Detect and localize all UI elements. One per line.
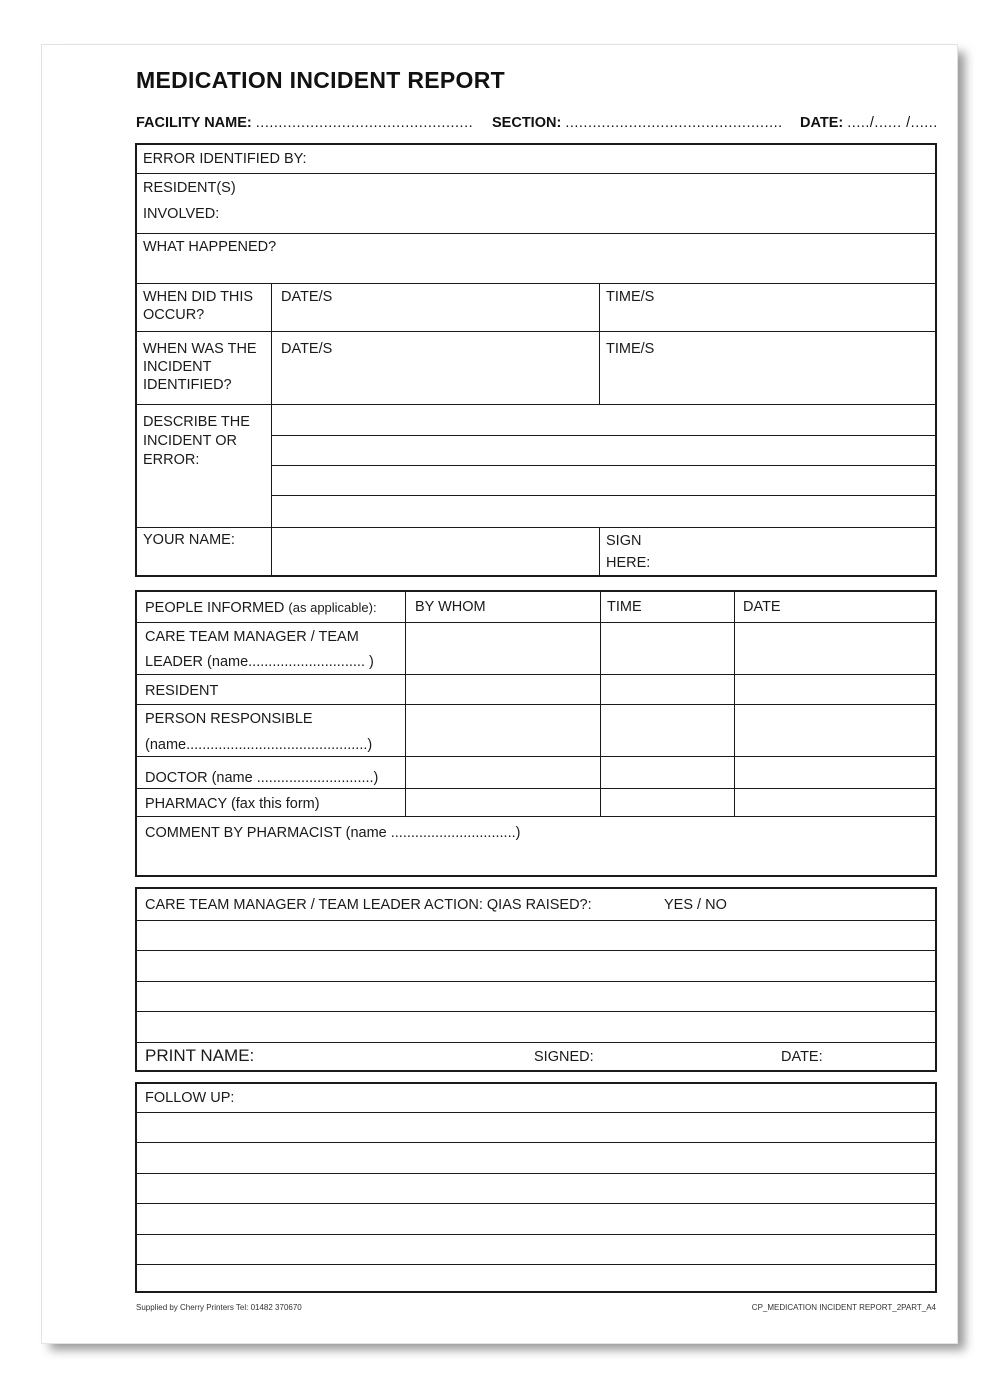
people-informed-box <box>135 590 937 877</box>
action-line[interactable] <box>137 1011 935 1012</box>
divider <box>137 331 935 332</box>
action-line[interactable] <box>137 981 935 982</box>
describe-line[interactable] <box>271 435 935 436</box>
divider <box>137 404 935 405</box>
divider <box>137 233 935 234</box>
divider <box>137 173 935 174</box>
form-code: CP_MEDICATION INCIDENT REPORT_2PART_A4 <box>751 1303 936 1312</box>
action-date-label: DATE: <box>781 1049 823 1065</box>
action-line[interactable] <box>137 950 935 951</box>
person-responsible-label-line1: PERSON RESPONSIBLE <box>145 711 313 727</box>
sign-here-label-line1: SIGN <box>606 533 642 549</box>
doctor-label: DOCTOR (name .............................) <box>145 770 379 786</box>
date-label: DATE: <box>800 115 844 131</box>
facility-name-label: FACILITY NAME: <box>136 115 252 131</box>
time-column-header: TIME <box>607 599 642 615</box>
error-identified-by-label: ERROR IDENTIFIED BY: <box>143 151 307 167</box>
follow-up-line[interactable] <box>137 1173 935 1174</box>
follow-up-line[interactable] <box>137 1142 935 1143</box>
when-identified-label-line1: WHEN WAS THE <box>143 341 257 357</box>
action-line[interactable] <box>137 1042 935 1043</box>
follow-up-line[interactable] <box>137 1234 935 1235</box>
when-occur-label-line1: WHEN DID THIS <box>143 289 254 305</box>
divider <box>137 674 935 675</box>
signed-label: SIGNED: <box>534 1049 594 1065</box>
residents-label-line2: INVOLVED: <box>143 206 220 222</box>
date-blank[interactable]: ...../...... /...... <box>847 115 938 131</box>
divider <box>137 788 935 789</box>
form-title: MEDICATION INCIDENT REPORT <box>136 67 505 93</box>
pharmacist-comment-label: COMMENT BY PHARMACIST (name ...............................) <box>145 825 521 841</box>
occur-dates-label: DATE/S <box>281 289 333 305</box>
person-responsible-label-line2: (name.............................................) <box>145 737 373 753</box>
describe-label-line1: DESCRIBE THE <box>143 414 250 430</box>
column-divider <box>734 592 735 816</box>
column-divider <box>271 283 272 577</box>
printer-credit: Supplied by Cherry Printers Tel: 01482 370670 <box>136 1303 302 1312</box>
sign-here-label-line2: HERE: <box>606 555 651 571</box>
section-field[interactable] <box>492 115 783 131</box>
people-informed-label: PEOPLE INFORMED <box>145 600 285 616</box>
care-manager-label-line1: CARE TEAM MANAGER / TEAM <box>145 629 359 645</box>
people-informed-note: (as applicable): <box>288 600 377 615</box>
your-name-label: YOUR NAME: <box>143 532 235 548</box>
divider <box>137 816 935 817</box>
section-label: SECTION: <box>492 115 562 131</box>
divider <box>137 1112 935 1113</box>
occur-times-label: TIME/S <box>606 289 655 305</box>
divider <box>137 622 935 623</box>
column-divider <box>599 527 600 577</box>
divider <box>137 283 935 284</box>
what-happened-label: WHAT HAPPENED? <box>143 239 277 255</box>
section-blank[interactable]: ................................................ <box>565 115 783 131</box>
divider <box>137 920 935 921</box>
follow-up-box <box>135 1082 937 1293</box>
print-name-label: PRINT NAME: <box>145 1046 255 1065</box>
date-field[interactable] <box>800 115 938 131</box>
by-whom-column-header: BY WHOM <box>415 599 486 615</box>
follow-up-line[interactable] <box>137 1203 935 1204</box>
identified-dates-label: DATE/S <box>281 341 333 357</box>
follow-up-label: FOLLOW UP: <box>145 1090 235 1106</box>
divider <box>137 704 935 705</box>
describe-line[interactable] <box>271 465 935 466</box>
when-identified-label-line2: INCIDENT <box>143 359 212 375</box>
qias-yes-no-option[interactable]: YES / NO <box>664 897 727 913</box>
care-manager-label-line2: LEADER (name............................. ) <box>145 654 374 670</box>
people-informed-header <box>145 598 377 618</box>
residents-label-line1: RESIDENT(S) <box>143 180 236 196</box>
divider <box>137 527 935 528</box>
column-divider <box>600 592 601 816</box>
when-identified-label-line3: IDENTIFIED? <box>143 377 232 393</box>
divider <box>137 756 935 757</box>
when-occur-label-line2: OCCUR? <box>143 307 205 323</box>
resident-label: RESIDENT <box>145 683 219 699</box>
describe-label-line3: ERROR: <box>143 452 200 468</box>
describe-label-line2: INCIDENT OR <box>143 433 237 449</box>
follow-up-line[interactable] <box>137 1264 935 1265</box>
column-divider <box>405 592 406 816</box>
pharmacy-label: PHARMACY (fax this form) <box>145 796 320 812</box>
describe-line[interactable] <box>271 495 935 496</box>
form-sheet <box>41 44 958 1344</box>
column-divider <box>599 283 600 404</box>
date-column-header: DATE <box>743 599 781 615</box>
facility-name-blank[interactable]: ................................................ <box>255 115 474 131</box>
identified-times-label: TIME/S <box>606 341 655 357</box>
team-leader-action-box <box>135 887 937 1072</box>
facility-name-field[interactable] <box>136 115 473 131</box>
incident-details-box <box>135 143 937 577</box>
action-label: CARE TEAM MANAGER / TEAM LEADER ACTION: QIAS RAISED?: <box>145 897 592 913</box>
